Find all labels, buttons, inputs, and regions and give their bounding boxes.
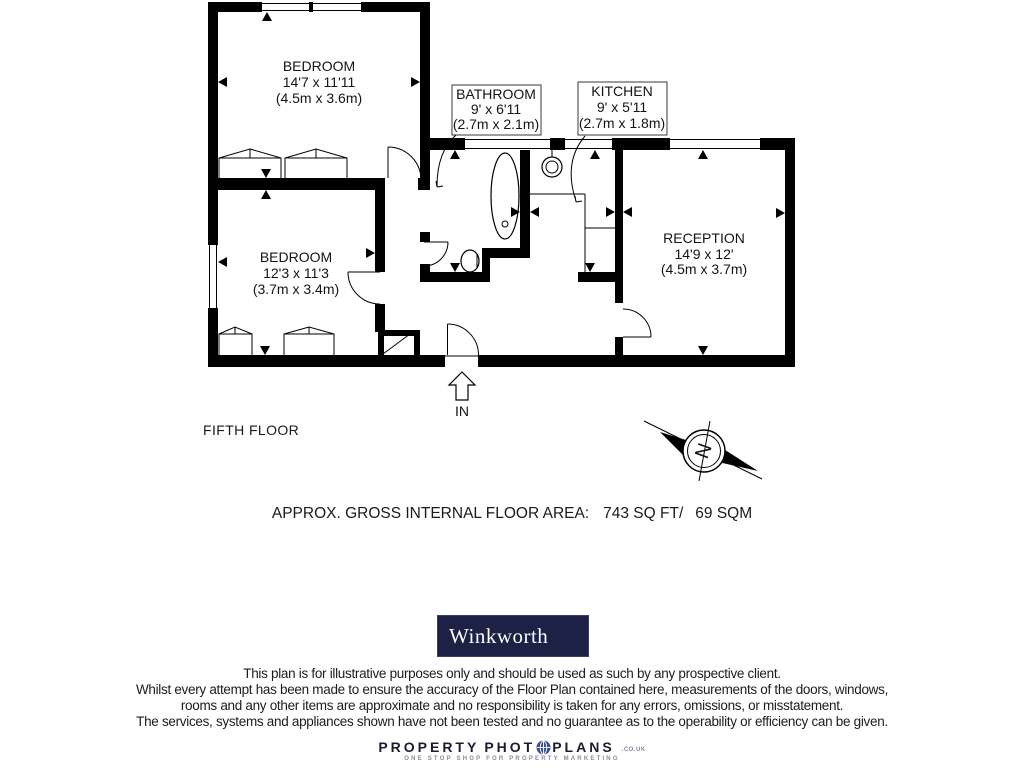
disclaimer-line: The services, systems and appliances shown have not been tested and no guarantee as to the operability or efficiency can be given. — [136, 714, 888, 729]
kitchen-sink — [542, 157, 562, 177]
room-bedroom-2 — [253, 249, 339, 297]
room-dim-imperial: 9' x 5'11 — [596, 99, 648, 115]
room-dim-imperial: 14'9 x 12' — [674, 246, 734, 262]
wardrobe — [219, 149, 281, 178]
room-reception — [661, 230, 747, 277]
room-name: RECEPTION — [663, 230, 745, 246]
floor-area-line — [0, 505, 1024, 523]
wardrobe — [285, 149, 347, 178]
bathtub — [491, 153, 519, 239]
room-dim-metric: (2.7m x 1.8m) — [578, 115, 666, 131]
ppp-word-property: PROPERTY — [378, 739, 480, 755]
property-photo-plans-logo — [0, 739, 1024, 762]
compass-icon — [644, 421, 762, 481]
ppp-word-photo: PHOT — [484, 739, 536, 755]
disclaimer-line: rooms and any other items are approximate and no responsibility is taken for any errors, omissions, or misstatement. — [180, 698, 844, 713]
room-dim-metric: (3.7m x 3.4m) — [252, 281, 340, 297]
entrance-arrow-icon — [449, 372, 475, 400]
floor-area-label: APPROX. GROSS INTERNAL FLOOR AREA: — [271, 505, 590, 522]
wardrobe — [219, 327, 252, 355]
toilet — [461, 250, 479, 272]
room-name: BEDROOM — [259, 249, 333, 265]
room-bedroom-1 — [276, 58, 362, 106]
ppp-tagline: ONE STOP SHOP FOR PROPERTY MARKETING — [404, 756, 620, 762]
room-dim-metric: (4.5m x 3.6m) — [275, 90, 363, 106]
floor-area-sqft: 743 SQ FT/ — [603, 505, 684, 522]
floor-level-label: FIFTH FLOOR — [203, 422, 300, 438]
globe-icon — [536, 740, 551, 755]
winkworth-logo — [437, 615, 589, 657]
room-name: BATHROOM — [456, 86, 536, 102]
kitchen-counter — [530, 194, 615, 272]
disclaimer-line: Whilst every attempt has been made to ensure the accuracy of the Floor Plan contained here, measurements of the doors, windows, — [135, 682, 889, 697]
winkworth-logo-text: Winkworth — [449, 623, 549, 648]
entrance — [449, 372, 475, 419]
room-name: KITCHEN — [591, 83, 653, 99]
room-name: BEDROOM — [282, 58, 356, 74]
ppp-word-plans: PLANS — [552, 739, 615, 755]
room-dim-metric: (4.5m x 3.7m) — [660, 261, 748, 277]
compass-north-label: N — [691, 440, 717, 462]
disclaimer-line: This plan is for illustrative purposes only and should be used as such by any prospective client. — [243, 666, 781, 681]
wardrobe — [284, 327, 334, 355]
entrance-label: IN — [455, 403, 469, 419]
floor-area-sqm: 69 SQM — [695, 505, 753, 522]
ppp-tld: .CO.UK — [621, 747, 646, 753]
room-dim-imperial: 12'3 x 11'3 — [263, 265, 329, 281]
room-dim-imperial: 14'7 x 11'11 — [282, 74, 356, 90]
room-dim-metric: (2.7m x 2.1m) — [452, 116, 540, 132]
room-dim-imperial: 9' x 6'11 — [470, 101, 522, 117]
disclaimer-text — [0, 666, 1024, 730]
